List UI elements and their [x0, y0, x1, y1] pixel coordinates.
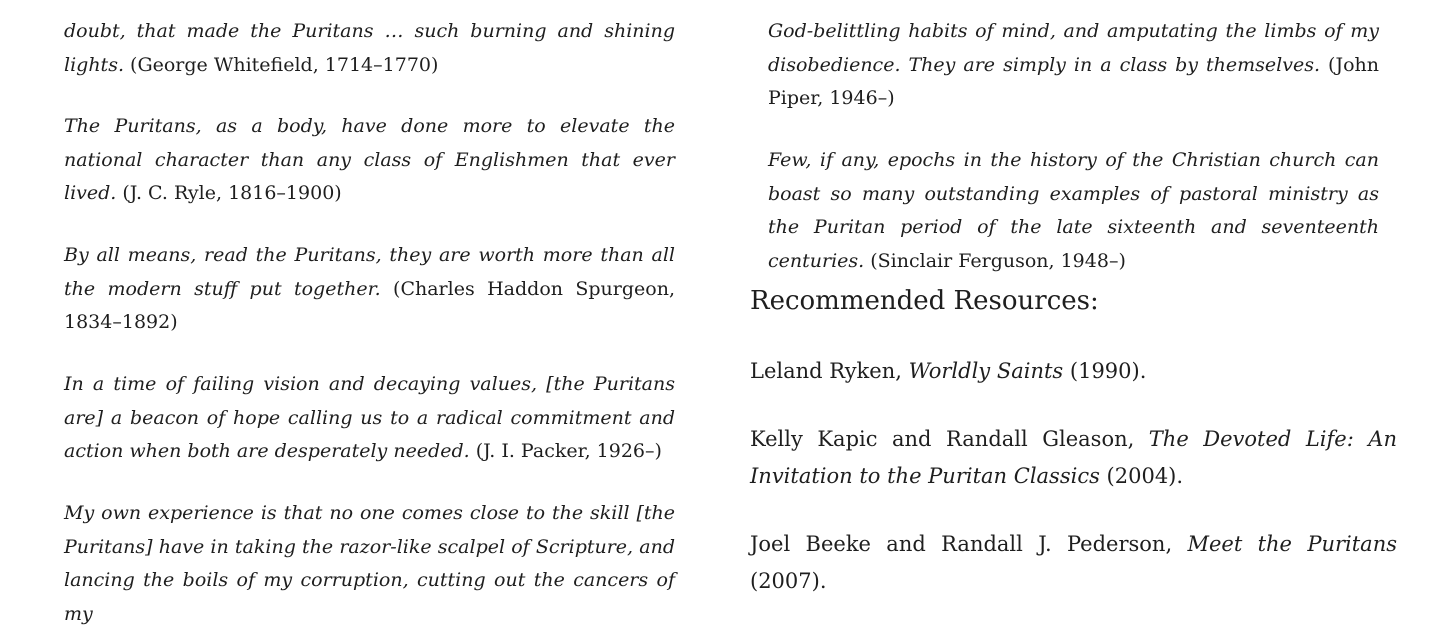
quote-text: In a time of failing vision and decaying values, [the Puritans are] a beacon of hope calling us to a radical commitment and action when both are desperately needed.: [64, 373, 675, 463]
resource-title: Meet the Puritans: [1187, 532, 1397, 556]
quote-text: My own experience is that no one comes close to the skill [the Puritans] have in taking the razor-like scalpel of Scripture, and lancing the boils of my corruption, cutting out the cancers of my: [64, 502, 675, 626]
quote-text: Few, if any, epochs in the history of the Christian church can boast so many outstanding examples of pastoral ministry as the Puritan period of the late sixteenth and seventeenth centuries.: [768, 149, 1379, 273]
resource-item: [750, 526, 1397, 600]
resource-item: [750, 353, 1397, 390]
resource-year: (2004).: [1099, 464, 1184, 488]
quote-attribution: (J. C. Ryle, 1816–1900): [122, 182, 342, 205]
resource-title: Worldly Saints: [908, 359, 1064, 383]
quote-attribution: (Sinclair Ferguson, 1948–): [870, 250, 1126, 273]
resource-author: Leland Ryken,: [750, 359, 909, 383]
quote-ryle: [64, 110, 675, 211]
quote-ferguson: [768, 144, 1379, 279]
quote-piper-end: [768, 15, 1379, 116]
quote-text: God-belittling habits of mind, and amputating the limbs of my disobedience. They are simply in a class by themselves.: [768, 20, 1379, 76]
quote-text: doubt, that made the Puritans … such burning and shining lights.: [64, 20, 675, 76]
quote-text: The Puritans, as a body, have done more to elevate the national character than any class of Englishmen that ever lived.: [64, 115, 675, 205]
quote-packer: [64, 368, 675, 469]
quote-spurgeon: [64, 239, 675, 340]
quote-attribution: (John Piper, 1946–): [768, 53, 1379, 110]
resources-heading: Recommended Resources:: [750, 286, 1099, 316]
resource-title: The Devoted Life: An Invitation to the Puritan Classics: [750, 427, 1397, 488]
quote-text: By all means, read the Puritans, they are worth more than all the modern stuff put together.: [64, 244, 675, 300]
quote-attribution: (Charles Haddon Spurgeon, 1834–1892): [64, 277, 676, 334]
resource-author: Kelly Kapic and Randall Gleason,: [750, 427, 1149, 451]
quote-whitefield: [64, 15, 675, 82]
resource-item: [750, 421, 1397, 495]
resource-year: (1990).: [1063, 359, 1147, 383]
resource-year: (2007).: [750, 569, 827, 593]
resource-author: Joel Beeke and Randall J. Pederson,: [750, 532, 1188, 556]
quote-attribution: (J. I. Packer, 1926–): [475, 440, 662, 463]
quote-attribution: (George Whitefield, 1714–1770): [130, 53, 439, 76]
quote-piper-start: [64, 497, 675, 632]
